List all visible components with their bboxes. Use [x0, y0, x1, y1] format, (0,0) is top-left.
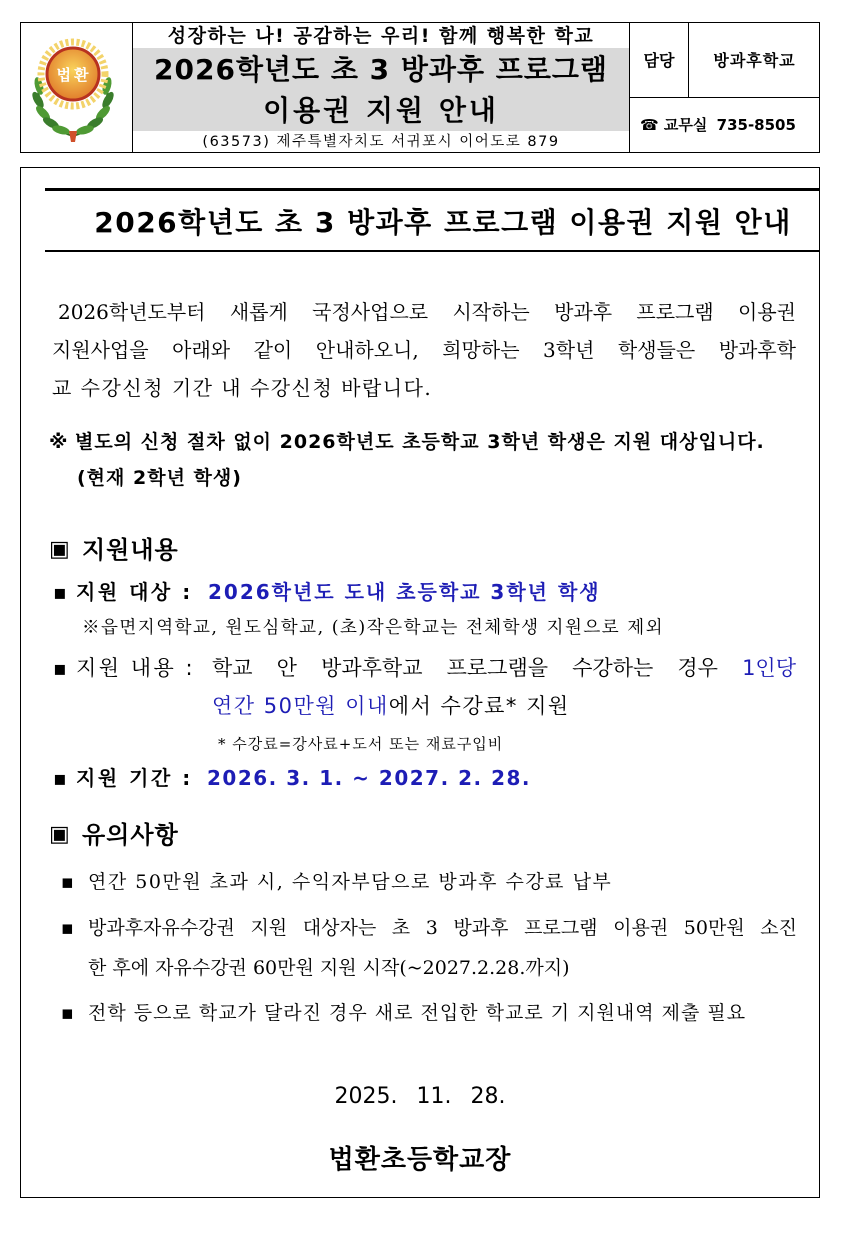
support-target-label: 지원 대상 : [76, 580, 193, 604]
support-content-highlight: 연간 50만원 이내 [212, 694, 389, 718]
phone-icon [640, 116, 659, 134]
document-title: 2026학년도 초 3 방과후 프로그램 이용권 지원 안내 [94, 205, 792, 239]
support-content-text: 학교 안 방과후학교 프로그램을 수강하는 경우 [212, 656, 718, 680]
support-content-highlight: 1인당 [742, 656, 796, 680]
document-date: 2025. 11. 28. [334, 1084, 506, 1109]
section-heading-cautions: 유의사항 [82, 821, 179, 849]
bullet-icon: ▪ [53, 656, 67, 680]
bullet-icon: ▪ [53, 580, 67, 604]
emblem-lettering: 법환 [56, 66, 92, 84]
bullet-icon: ▪ [61, 871, 74, 893]
support-content-label: 지원 내용 : [76, 656, 196, 680]
support-content-text: 에서 수강료* 지원 [388, 694, 570, 718]
bullet-icon: ▪ [61, 1002, 74, 1024]
support-period-label: 지원 기간 : [76, 766, 193, 790]
phone-contact [640, 115, 796, 135]
caution-item: 방과후자유수강권 지원 대상자는 초 3 방과후 프로그램 이용권 50만원 소진 [88, 917, 797, 939]
support-content-line [212, 691, 570, 721]
caution-item: 전학 등으로 학교가 달라진 경우 새로 전입한 학교로 기 지원내역 제출 필요 [88, 1002, 747, 1024]
support-target-exception-note: ※읍면지역학교, 원도심학교, (초)작은학교는 전체학생 지원으로 제외 [82, 618, 665, 638]
section-marker: ▣ [49, 822, 70, 847]
bullet-icon: ▪ [61, 917, 74, 939]
header-title-line1: 2026학년도 초 3 방과후 프로그램 [154, 53, 608, 86]
school-emblem-icon [26, 30, 126, 144]
document-signatory: 법환초등학교장 [328, 1145, 512, 1175]
support-content-footnote: * 수강료=강사료+도서 또는 재료구입비 [218, 735, 504, 753]
document-title-box [45, 188, 819, 252]
emblem-ribbon [69, 131, 77, 142]
notice-line: (현재 2학년 학생) [77, 467, 242, 489]
header-divider-phone [629, 97, 820, 98]
header-title-line2: 이용권 지원 안내 [263, 94, 499, 127]
support-period-value: 2026. 3. 1. ~ 2027. 2. 28. [207, 766, 532, 790]
intro-line: 교 수강신청 기간 내 수강신청 바랍니다. [52, 376, 433, 400]
intro-line: 지원사업을 아래와 같이 안내하오니, 희망하는 3학년 학생들은 방과후학 [52, 338, 796, 362]
notice-line: 별도의 신청 절차 없이 2026학년도 초등학교 3학년 학생은 지원 대상입니다. [75, 431, 765, 453]
caution-item: 한 후에 자유수강권 60만원 지원 시작(~2027.2.28.까지) [88, 957, 570, 979]
support-target-value: 2026학년도 도내 초등학교 3학년 학생 [208, 580, 601, 604]
bullet-icon: ▪ [53, 766, 67, 790]
school-address: (63573) 제주특별자치도 서귀포시 이어도로 879 [202, 134, 560, 150]
school-slogan: 성장하는 나! 공감하는 우리! 함께 행복한 학교 [167, 25, 595, 47]
notice-marker: ※ [49, 431, 68, 453]
in-charge-department: 방과후학교 [713, 51, 796, 70]
in-charge-label: 담당 [643, 51, 675, 70]
support-content-line [212, 653, 796, 683]
intro-line: 2026학년도부터 새롭게 국정사업으로 시작하는 방과후 프로그램 이용권 [58, 300, 796, 324]
section-marker: ▣ [49, 537, 70, 562]
phone-office: 교무실 [663, 116, 708, 134]
section-heading-support: 지원내용 [82, 536, 179, 564]
caution-item: 연간 50만원 초과 시, 수익자부담으로 방과후 수강료 납부 [88, 871, 613, 893]
phone-number: 735-8505 [716, 116, 796, 134]
